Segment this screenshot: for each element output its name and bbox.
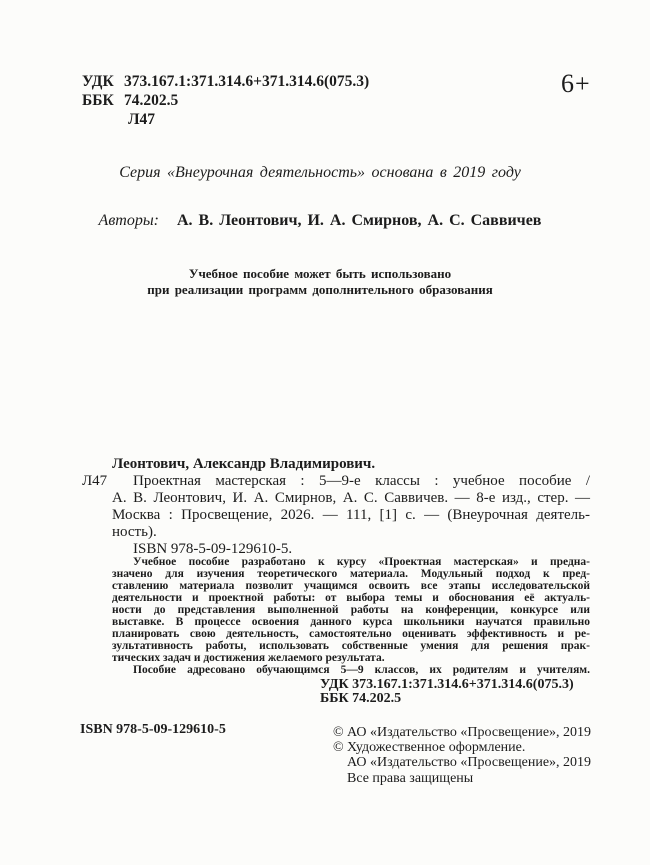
bib-description: Проектная мастерская : 5—9-е классы : учебное пособие / А. В. Леонтович, И. А. Смирнов, А. С. Саввичев. — 8-е изд., стер. — Москва : Просвещение, 2026. — 111, [1] с. — (Внеурочная деятель- ность). [112, 473, 590, 541]
bibliographic-record [112, 456, 590, 559]
bib-heading: Леонтович, Александр Владимирович. [112, 456, 376, 472]
udk-line-bottom: УДК 373.167.1:371.314.6+371.314.6(075.3) [320, 677, 574, 692]
udk-label: УДК [82, 73, 114, 90]
copyright-indent [333, 755, 347, 770]
series-line: Серия «Внеурочная деятельность» основана в 2019 году [119, 164, 521, 181]
copyright-line [333, 725, 591, 740]
annotation-block [112, 556, 590, 676]
bbk-value: 74.202.5 [124, 91, 179, 109]
bbk-line [82, 92, 369, 111]
copyright-text: Все права защищены [347, 770, 474, 786]
annotation-paragraph-2: Пособие адресовано обучающимся 5—9 классов, их родителям и учителям. [133, 664, 590, 676]
udk-line [82, 73, 369, 92]
copyright-block [333, 725, 591, 786]
copyright-text: Художественное оформление. [347, 740, 526, 756]
copyright-line [333, 771, 591, 786]
isbn-footer: ISBN 978-5-09-129610-5 [80, 722, 226, 737]
age-rating-badge: 6+ [561, 69, 591, 98]
copyright-line [333, 740, 591, 755]
copyright-line [333, 755, 591, 770]
copyright-icon: © [333, 740, 344, 756]
bib-author-sign: Л47 [82, 473, 108, 489]
authors-label: Авторы: [98, 212, 159, 229]
copyright-text: АО «Издательство «Просвещение», 2019 [347, 755, 592, 771]
bbk-line-bottom: ББК 74.202.5 [320, 691, 402, 706]
bbk-label: ББК [82, 91, 114, 109]
udk-value: 373.167.1:371.314.6+371.314.6(075.3) [124, 73, 370, 90]
author-sign: Л47 [128, 110, 156, 128]
authors-names: А. В. Леонтович, И. А. Смирнов, А. С. Саввичев [176, 212, 542, 229]
copyright-indent [333, 771, 347, 786]
bib-isbn-line: ISBN 978-5-09-129610-5. [133, 541, 293, 558]
usage-notice: Учебное пособие может быть использовано при реализации программ дополнительного образования [147, 266, 493, 297]
copyright-icon: © [333, 725, 344, 740]
classification-block-top [82, 73, 369, 129]
classification-block-bottom [320, 678, 574, 706]
authors-line [0, 212, 640, 230]
spacer [165, 212, 171, 229]
annotation-paragraph-1: Учебное пособие разработано к курсу «Проектная мастерская» и предна- значено для изучения теоретического материала. Модульный подход к пред- ставлению материала позволит учащимся освоить все этапы исследовательской деятельности и проектной работы: от выбора темы и обоснования её актуаль- ности до представления выполненной работы на конференции, конкурсе или выставке. В процессе освоения данного курса школьники научатся правильно планировать свою деятельность, самостоятельно оценивать эффективность и ре- зультативность работы, использовать собственные умения для решения прак- тических задач и достижения желаемого результата. [112, 556, 590, 664]
copyright-text: АО «Издательство «Просвещение», 2019 [347, 725, 592, 740]
